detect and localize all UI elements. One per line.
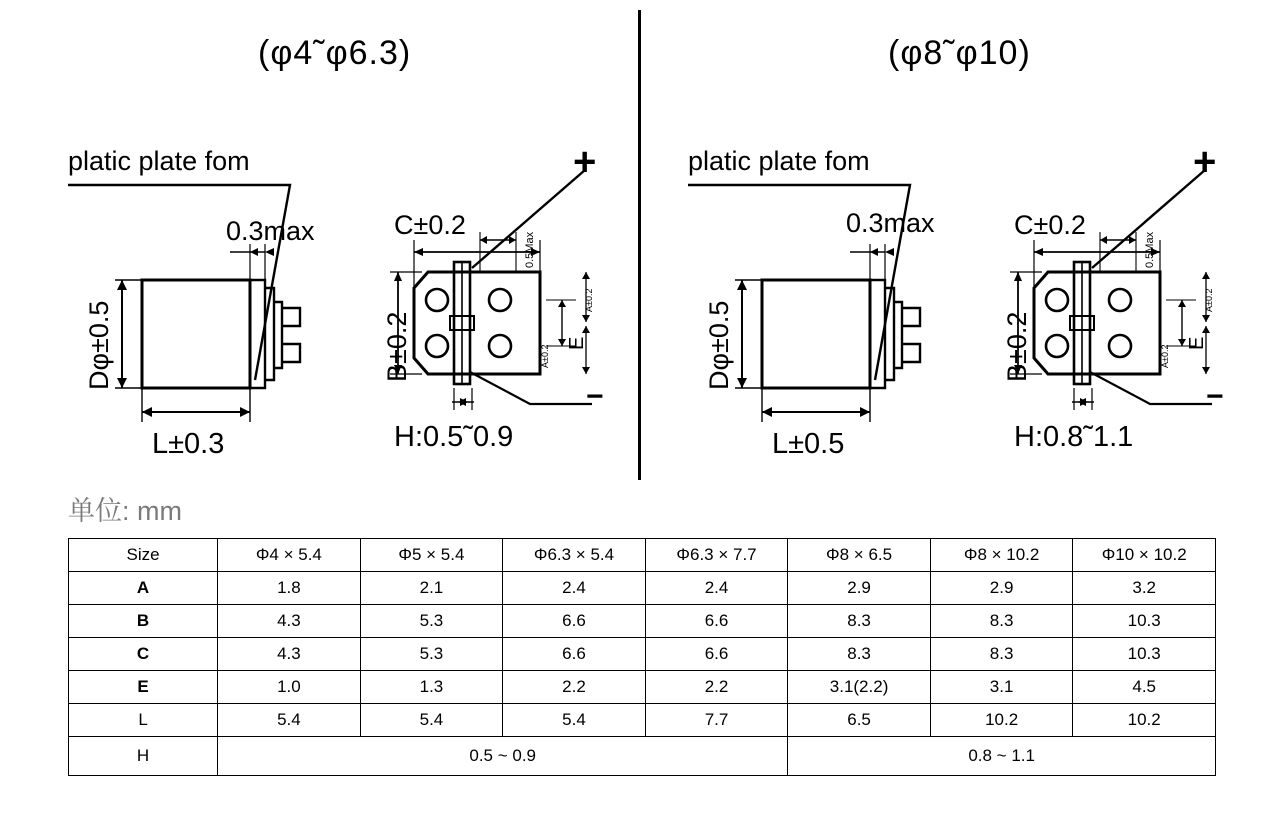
cell-a-5: 2.9 — [788, 572, 931, 605]
cell-e-1: 1.0 — [218, 671, 361, 704]
bottom-view-small — [380, 140, 650, 440]
cell-b-1: 4.3 — [218, 605, 361, 638]
cell-a-1: 1.8 — [218, 572, 361, 605]
cell-c-4: 6.6 — [645, 638, 788, 671]
header-cell-4: Φ6.3 × 7.7 — [645, 539, 788, 572]
header-cell-2: Φ5 × 5.4 — [360, 539, 503, 572]
cell-l-2: 5.4 — [360, 704, 503, 737]
e-label-small: E — [566, 336, 588, 350]
cell-e-4: 2.2 — [645, 671, 788, 704]
a-label-large-right: A±0.2 — [1204, 288, 1214, 312]
spec-table — [68, 538, 1216, 776]
table-row — [69, 638, 1216, 671]
unit-note: 单位: mm — [68, 496, 182, 526]
a-label-small-upper: A±0.2 — [540, 344, 550, 368]
diameter-label-large: Dφ±0.5 — [704, 300, 734, 390]
e-label-large: E — [1186, 336, 1208, 350]
inner-max-label-small: 0.5Max — [524, 231, 536, 268]
panel-title-small: (φ4˜φ6.3) — [258, 34, 412, 72]
header-cell-size: Size — [69, 539, 218, 572]
cell-c-5: 8.3 — [788, 638, 931, 671]
row-label-e: E — [69, 671, 218, 704]
cell-a-2: 2.1 — [360, 572, 503, 605]
c-label-small: C±0.2 — [394, 210, 466, 240]
cell-l-6: 10.2 — [930, 704, 1073, 737]
cell-l-1: 5.4 — [218, 704, 361, 737]
cell-c-2: 5.3 — [360, 638, 503, 671]
cell-b-4: 6.6 — [645, 605, 788, 638]
minus-sign-large: − — [1206, 380, 1224, 413]
cell-b-5: 8.3 — [788, 605, 931, 638]
a-label-small-right: A±0.2 — [584, 288, 594, 312]
height-label-large: H:0.8˜1.1 — [1014, 421, 1134, 453]
cell-c-6: 8.3 — [930, 638, 1073, 671]
cell-b-3: 6.6 — [503, 605, 646, 638]
bottom-view-large — [1000, 140, 1270, 440]
cell-h-span-left: 0.5 ~ 0.9 — [218, 737, 788, 776]
row-label-a: A — [69, 572, 218, 605]
cell-a-6: 2.9 — [930, 572, 1073, 605]
cell-e-7: 4.5 — [1073, 671, 1216, 704]
header-cell-6: Φ8 × 10.2 — [930, 539, 1073, 572]
length-label-large: L±0.5 — [772, 428, 845, 460]
b-label-small: B±0.2 — [382, 311, 412, 382]
row-label-b: B — [69, 605, 218, 638]
row-label-l: L — [69, 704, 218, 737]
cell-c-1: 4.3 — [218, 638, 361, 671]
panel-title-large: (φ8˜φ10) — [888, 34, 1031, 72]
a-label-large-upper: A±0.2 — [1160, 344, 1170, 368]
cell-b-6: 8.3 — [930, 605, 1073, 638]
length-label-small: L±0.3 — [152, 428, 225, 460]
cell-a-7: 3.2 — [1073, 572, 1216, 605]
cell-a-3: 2.4 — [503, 572, 646, 605]
cell-c-3: 6.6 — [503, 638, 646, 671]
cell-e-2: 1.3 — [360, 671, 503, 704]
table-row — [69, 572, 1216, 605]
height-label-small: H:0.5˜0.9 — [394, 421, 514, 453]
cell-c-7: 10.3 — [1073, 638, 1216, 671]
cell-l-4: 7.7 — [645, 704, 788, 737]
cell-a-4: 2.4 — [645, 572, 788, 605]
diameter-label-small: Dφ±0.5 — [84, 300, 114, 390]
plastic-plate-label-large: platic plate fom — [688, 146, 870, 176]
cell-l-5: 6.5 — [788, 704, 931, 737]
table-row-h — [69, 737, 1216, 776]
header-cell-1: Φ4 × 5.4 — [218, 539, 361, 572]
plus-sign-small: + — [573, 140, 597, 184]
table-header-row — [69, 539, 1216, 572]
plus-sign-large: + — [1193, 140, 1217, 184]
inner-max-label-large: 0.5Max — [1144, 231, 1156, 268]
header-cell-3: Φ6.3 × 5.4 — [503, 539, 646, 572]
c-label-large: C±0.2 — [1014, 210, 1086, 240]
table-row — [69, 605, 1216, 638]
row-label-c: C — [69, 638, 218, 671]
max-gap-label-large: 0.3max — [846, 208, 935, 238]
table-row — [69, 671, 1216, 704]
cell-b-7: 10.3 — [1073, 605, 1216, 638]
cell-l-7: 10.2 — [1073, 704, 1216, 737]
row-label-h: H — [69, 737, 218, 776]
plastic-plate-label-small: platic plate fom — [68, 146, 250, 176]
cell-l-3: 5.4 — [503, 704, 646, 737]
minus-sign-small: − — [586, 380, 604, 413]
header-cell-7: Φ10 × 10.2 — [1073, 539, 1216, 572]
cell-e-6: 3.1 — [930, 671, 1073, 704]
spec-table-wrapper — [68, 538, 1216, 776]
b-label-large: B±0.2 — [1002, 311, 1032, 382]
cell-b-2: 5.3 — [360, 605, 503, 638]
cell-e-3: 2.2 — [503, 671, 646, 704]
header-cell-5: Φ8 × 6.5 — [788, 539, 931, 572]
cell-e-5: 3.1(2.2) — [788, 671, 931, 704]
table-row — [69, 704, 1216, 737]
max-gap-label-small: 0.3max — [226, 216, 315, 246]
cell-h-span-right: 0.8 ~ 1.1 — [788, 737, 1216, 776]
